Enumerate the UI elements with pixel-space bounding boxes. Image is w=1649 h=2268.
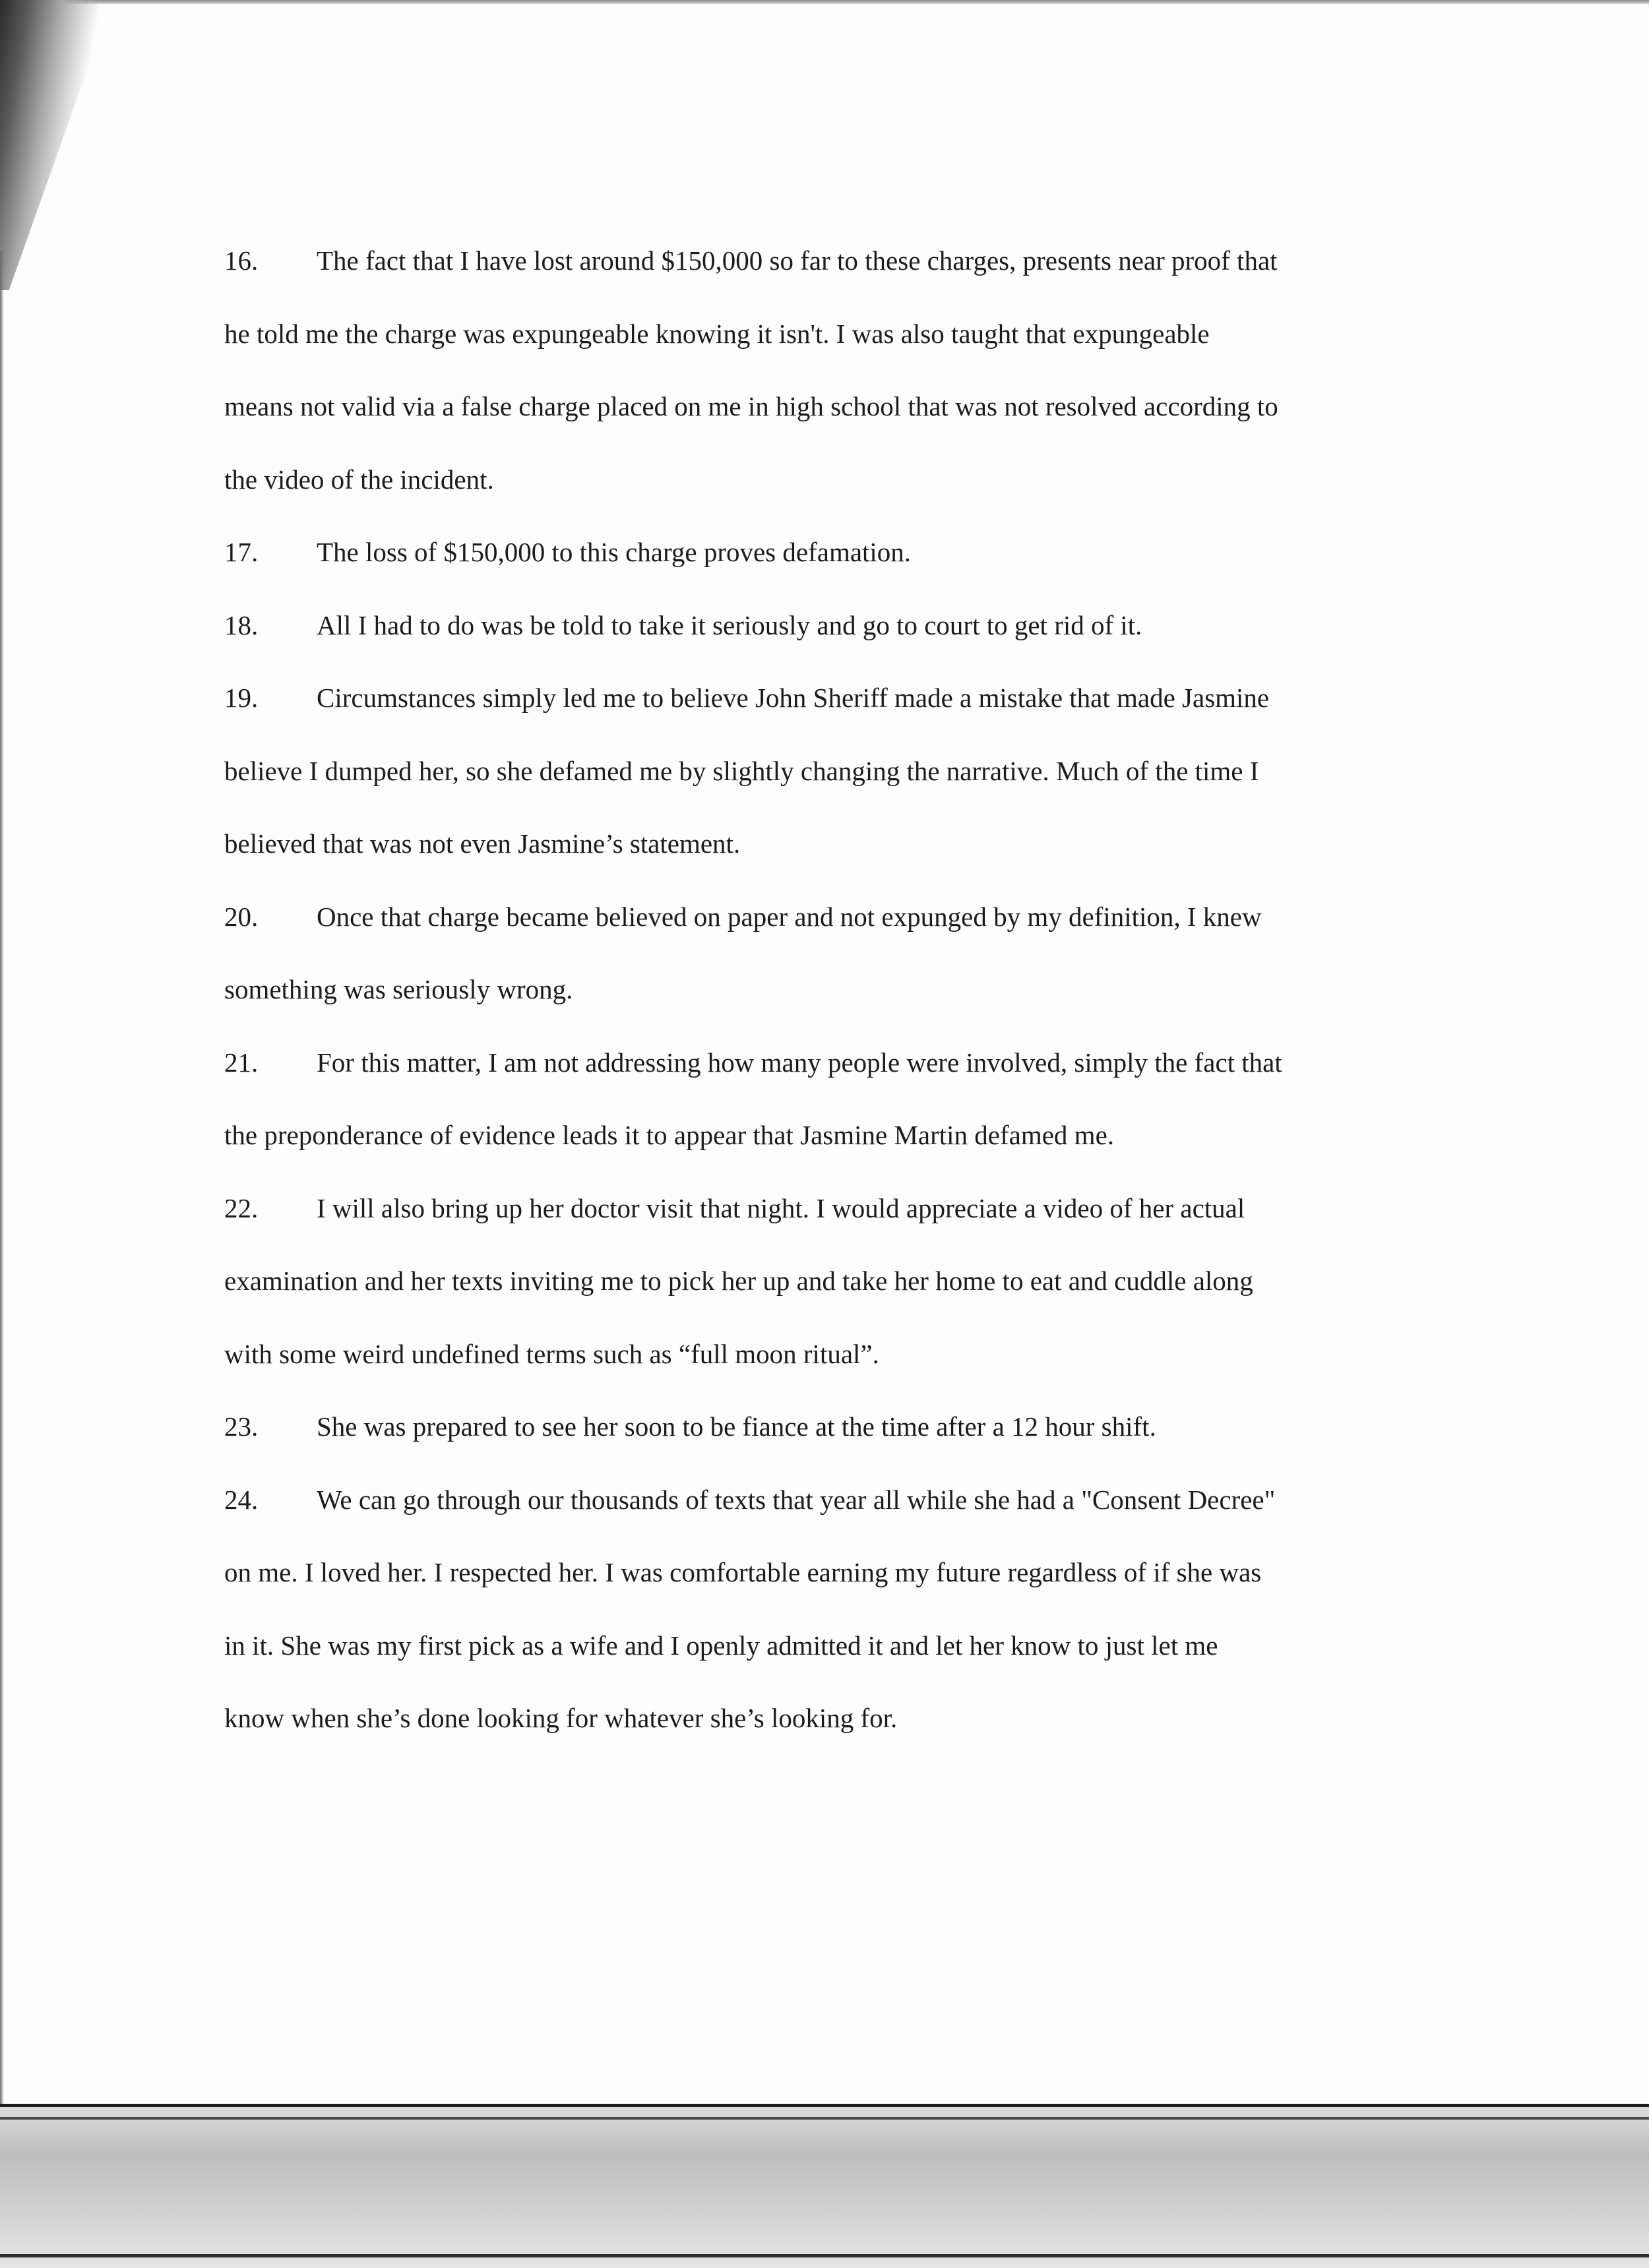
paragraph-number: 17. xyxy=(224,537,259,567)
paragraph-line xyxy=(224,1556,1261,1589)
paragraph-line xyxy=(224,754,1259,787)
paragraph-number: 19. xyxy=(224,683,259,713)
scan-corner-shadow xyxy=(0,0,112,290)
paragraph-first-line xyxy=(224,1192,1245,1225)
paragraph-number: 21. xyxy=(224,1047,259,1078)
paragraph-text: something was seriously wrong. xyxy=(224,974,573,1004)
paragraph-number: 22. xyxy=(224,1192,259,1223)
paragraph-text: in it. She was my first pick as a wife and I openly admitted it and let her know to just let me xyxy=(224,1630,1218,1661)
paragraph-number: 18. xyxy=(224,609,259,640)
paragraph-text: All I had to do was be told to take it seriously and go to court to get rid of it. xyxy=(317,609,1142,640)
paragraph-number: 16. xyxy=(224,245,259,276)
paragraph-text: on me. I loved her. I respected her. I was comfortable earning my future regardless of if she was xyxy=(224,1557,1262,1587)
paragraph-number: 20. xyxy=(224,901,259,932)
scan-bottom-edge-line xyxy=(0,2254,1649,2257)
paragraph-first-line xyxy=(224,609,1142,642)
paragraph-text: We can go through our thousands of texts that year all while she had a "Consent Decree" xyxy=(317,1484,1276,1515)
paragraph-text: know when she’s done looking for whatever she’s looking for. xyxy=(224,1703,898,1733)
paragraph-line xyxy=(224,390,1278,423)
paragraph-text: the video of the incident. xyxy=(224,464,494,495)
paragraph-text: Once that charge became believed on paper and not expunged by my definition, I knew xyxy=(317,901,1262,932)
paragraph-first-line xyxy=(224,1410,1156,1443)
scan-bottom-band xyxy=(0,2107,1649,2268)
paragraph-line xyxy=(224,973,573,1006)
paragraph-text: the preponderance of evidence leads it to appear that Jasmine Martin defamed me. xyxy=(224,1120,1115,1150)
paragraph-first-line xyxy=(224,536,911,568)
paragraph-first-line xyxy=(224,244,1278,277)
paragraph-line xyxy=(224,463,494,496)
paragraph-text: believed that was not even Jasmine’s statement. xyxy=(224,828,741,859)
paragraph-text: The fact that I have lost around $150,000 so far to these charges, presents near proof that xyxy=(317,245,1278,276)
paragraph-text: For this matter, I am not addressing how many people were involved, simply the fact that xyxy=(317,1047,1282,1078)
paragraph-line xyxy=(224,1337,879,1370)
paragraph-first-line xyxy=(224,681,1269,714)
paragraph-text: examination and her texts inviting me to pick her up and take her home to eat and cuddle along xyxy=(224,1266,1253,1296)
paragraph-line xyxy=(224,1629,1218,1662)
paragraph-line xyxy=(224,827,740,860)
scan-top-edge xyxy=(0,0,1649,4)
paragraph-text: I will also bring up her doctor visit that night. I would appreciate a video of her actual xyxy=(317,1192,1245,1223)
paragraph-text: believe I dumped her, so she defamed me by slightly changing the narrative. Much of the time I xyxy=(224,755,1259,786)
paragraph-text: Circumstances simply led me to believe John Sheriff made a mistake that made Jasmine xyxy=(317,683,1270,713)
paragraph-number: 23. xyxy=(224,1411,259,1442)
paragraph-text: She was prepared to see her soon to be fiance at the time after a 12 hour shift. xyxy=(317,1411,1156,1442)
paragraph-line xyxy=(224,317,1210,350)
paragraph-line xyxy=(224,1701,897,1734)
paragraph-line xyxy=(224,1264,1253,1297)
scan-bottom-edge-line xyxy=(0,2117,1649,2120)
paragraph-first-line xyxy=(224,1483,1275,1516)
paragraph-first-line xyxy=(224,1046,1282,1079)
paragraph-first-line xyxy=(224,900,1262,933)
paragraph-number: 24. xyxy=(224,1484,259,1515)
paragraph-text: with some weird undefined terms such as “full moon ritual”. xyxy=(224,1338,879,1369)
paragraph-line xyxy=(224,1119,1114,1151)
paragraph-text: means not valid via a false charge placed on me in high school that was not resolved according to xyxy=(224,391,1278,421)
paragraph-text: he told me the charge was expungeable knowing it isn't. I was also taught that expungeable xyxy=(224,318,1210,349)
paragraph-text: The loss of $150,000 to this charge proves defamation. xyxy=(317,537,912,567)
scan-left-edge xyxy=(0,251,4,2110)
